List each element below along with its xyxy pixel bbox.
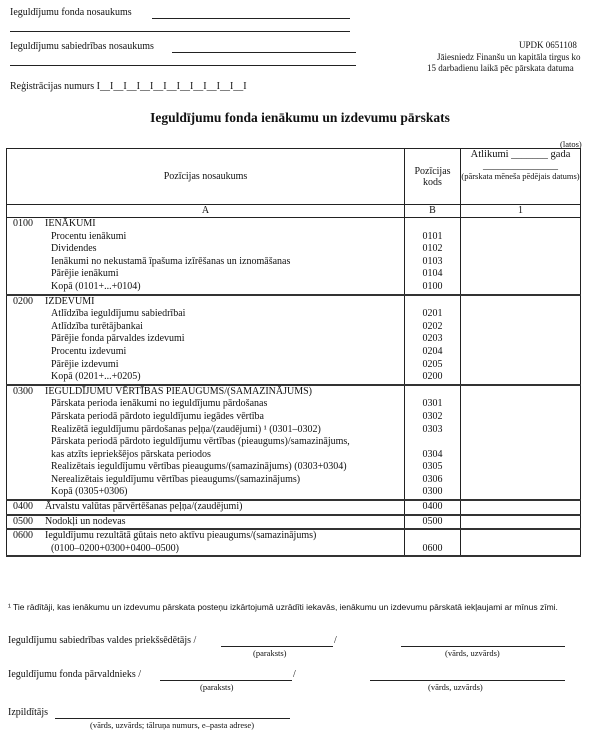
company-name-label: Ieguldījumu sabiedrības nosaukums (10, 41, 154, 52)
row-label-text: Atlīdzība turētājbankai (51, 320, 143, 332)
row-label (7, 398, 404, 411)
row-label-text: Pārējie fonda pārvaldes izdevumi (51, 333, 185, 345)
row-code: 0500 (422, 515, 443, 527)
row-label (7, 281, 404, 294)
executor-caption: (vārds, uzvārds; tālruņa numurs, e–pasta adrese) (90, 720, 255, 730)
section-code: 0500 (13, 515, 33, 527)
row-label-text: IZDEVUMI (45, 295, 95, 307)
row-label (7, 321, 404, 334)
section-labels (7, 295, 405, 385)
row-label-text: Pārskata periodā pārdoto ieguldījumu iegādes vērtība (51, 410, 264, 422)
manager-slash: / (293, 669, 296, 680)
row-value-cell[interactable] (461, 486, 580, 499)
chair-name-field[interactable] (401, 646, 565, 647)
row-code: 0104 (422, 268, 443, 280)
row-code: 0600 (422, 542, 443, 554)
section-code: 0400 (13, 501, 33, 513)
row-code: 0304 (422, 448, 443, 460)
row-label-text: IEGULDĪJUMU VĒRTĪBAS PIEAUGUMS/(SAMAZINĀJUMS) (45, 385, 313, 397)
row-label (7, 516, 404, 529)
manager-signature-caption: (paraksts) (200, 682, 234, 692)
row-value-cell[interactable] (461, 516, 580, 529)
chair-signature-field[interactable] (221, 646, 333, 647)
row-value-cell[interactable] (461, 371, 580, 384)
row-label-text: Kopā (0101+...+0104) (51, 280, 141, 292)
balance-date-caption: (pārskata mēneša pēdējais datums) (461, 171, 580, 181)
page-title: Ieguldījumu fonda ienākumu un izdevumu pārskats (150, 110, 450, 125)
row-code: 0100 (422, 280, 443, 292)
row-label-text: IENĀKUMI (45, 218, 96, 229)
section-values[interactable] (461, 515, 581, 530)
row-label (7, 501, 404, 514)
fund-name-label: Ieguldījumu fonda nosaukums (10, 7, 132, 18)
row-label (7, 231, 404, 244)
row-label (7, 359, 404, 372)
row-label-text: Procentu ienākumi (51, 230, 127, 242)
row-label-text: Pārskata periodā pārdoto ieguldījumu vērtības (pieaugums)/samazinājums, (51, 436, 350, 448)
section-code: 0200 (13, 295, 33, 307)
row-label (7, 296, 404, 309)
section-labels (7, 500, 405, 515)
row-label-text: Pārējie ienākumi (51, 268, 119, 280)
row-label (7, 424, 404, 437)
balance-year-label[interactable]: Atlikumi _______ gada (470, 149, 571, 160)
row-label (7, 530, 404, 543)
row-label (7, 218, 404, 231)
row-label-text: Atlīdzība ieguldījumu sabiedrībai (51, 308, 186, 320)
row-label (7, 243, 404, 256)
section-code: 0600 (13, 530, 33, 542)
manager-label: Ieguldījumu fonda pārvaldnieks / (8, 669, 142, 680)
fund-name-field-line2[interactable] (10, 31, 350, 32)
row-label-text: Dividendes (51, 243, 97, 255)
row-label (7, 346, 404, 359)
section-codes (405, 218, 461, 295)
submit-to: Jāiesniedz Finanšu un kapitāla tirgus ko (437, 52, 581, 62)
row-code: 0200 (422, 371, 443, 383)
section-0300 (7, 385, 581, 500)
row-code: 0301 (422, 398, 443, 410)
row-value-cell[interactable] (461, 333, 580, 346)
row-value-cell[interactable] (461, 398, 580, 411)
form-code: UPDK 0651108 (519, 40, 577, 50)
section-values[interactable] (461, 295, 581, 385)
footnote: ¹ Tie rādītāji, kas ienākumu un izdevumu pārskata posteņu izkārtojumā uzrādīti iekavās, ienākumu un izdevumu pārskatā iekļaujami ar mīnus zīmi. (8, 602, 558, 612)
row-label-text: Pārskata perioda ienākumi no ieguldījumu pārdošanas (51, 398, 268, 410)
row-label (7, 308, 404, 321)
row-value-cell[interactable] (461, 359, 580, 372)
section-code: 0300 (13, 385, 33, 397)
chair-slash: / (334, 635, 337, 646)
row-code: 0103 (422, 255, 443, 267)
row-code: 0205 (422, 358, 443, 370)
col-name-header: Pozīcijas nosaukums (7, 149, 405, 205)
row-label (7, 268, 404, 281)
row-label-text: Ieguldījumu rezultātā gūtais neto aktīvu pieaugums/(samazinājums) (45, 530, 317, 542)
section-codes (405, 515, 461, 530)
section-labels (7, 385, 405, 500)
chair-signature-caption: (paraksts) (253, 648, 287, 658)
row-code: 0306 (422, 473, 443, 485)
row-value-cell[interactable] (461, 474, 580, 487)
executor-field[interactable] (55, 718, 290, 719)
row-label (7, 333, 404, 346)
section-codes (405, 529, 461, 556)
section-0100 (7, 218, 581, 295)
row-code: 0201 (422, 308, 443, 320)
row-value-cell[interactable] (461, 243, 580, 256)
row-label (7, 474, 404, 487)
balance-date-field[interactable]: _______________ (483, 160, 558, 171)
sub-1: 1 (461, 205, 581, 218)
row-label (7, 486, 404, 499)
row-label (7, 256, 404, 269)
row-label-text: (0100–0200+0300+0400–0500) (51, 542, 179, 554)
row-label (7, 371, 404, 384)
section-codes (405, 500, 461, 515)
row-code: 0101 (422, 230, 443, 242)
row-value-cell[interactable] (461, 321, 580, 334)
sub-b: B (405, 205, 461, 218)
company-name-field-line2[interactable] (10, 65, 356, 66)
row-value-cell[interactable] (461, 543, 580, 556)
row-value-cell[interactable] (461, 281, 580, 294)
row-label (7, 449, 404, 462)
reg-number-boxes[interactable]: I__I__I__I__I__I__I__I__I__I__I__I (96, 81, 247, 92)
section-code: 0100 (13, 218, 33, 229)
row-value-cell[interactable] (461, 449, 580, 462)
row-code: 0302 (422, 410, 443, 422)
row-code: 0102 (422, 243, 443, 255)
section-0200 (7, 295, 581, 385)
row-value-cell[interactable] (461, 530, 580, 543)
deadline: 15 darbadienu laikā pēc pārskata datuma (427, 63, 574, 73)
col-balance-header (461, 149, 581, 205)
row-label-text: Ārvalstu valūtas pārvērtēšanas peļņa/(zaudējumi) (45, 501, 243, 513)
row-value-cell[interactable] (461, 411, 580, 424)
row-label (7, 411, 404, 424)
section-0500 (7, 515, 581, 530)
section-values[interactable] (461, 529, 581, 556)
row-value-cell[interactable] (461, 461, 580, 474)
row-value-cell[interactable] (461, 256, 580, 269)
row-value-cell[interactable] (461, 346, 580, 359)
currency-note: (latos) (560, 139, 582, 149)
section-labels (7, 529, 405, 556)
section-values[interactable] (461, 385, 581, 500)
sub-a: A (7, 205, 405, 218)
row-code (405, 386, 460, 399)
section-0600 (7, 529, 581, 556)
row-label (7, 436, 404, 449)
row-code: 0300 (422, 486, 443, 498)
row-value-cell[interactable] (461, 501, 580, 514)
row-value-cell[interactable] (461, 424, 580, 437)
executor-label: Izpildītājs (8, 707, 48, 718)
report-table (6, 148, 581, 557)
manager-name-field[interactable] (370, 680, 565, 681)
row-value-cell[interactable] (461, 386, 580, 399)
row-code (405, 530, 460, 543)
row-value-cell[interactable] (461, 231, 580, 244)
section-codes (405, 295, 461, 385)
row-label (7, 386, 404, 399)
row-label-text: Kopā (0305+0306) (51, 486, 128, 498)
row-code (405, 436, 460, 449)
section-labels (7, 515, 405, 530)
row-value-cell[interactable] (461, 296, 580, 309)
row-label-text: Ienākumi no nekustamā īpašuma izīrēšanas un iznomāšanas (51, 255, 291, 267)
row-value-cell[interactable] (461, 308, 580, 321)
row-label-text: Realizētais ieguldījumu vērtības pieaugums/(samazinājums) (0303+0304) (51, 461, 347, 473)
section-values[interactable] (461, 500, 581, 515)
chair-name-caption: (vārds, uzvārds) (445, 648, 500, 658)
company-name-field[interactable] (172, 52, 356, 53)
row-code: 0202 (422, 320, 443, 332)
row-label (7, 461, 404, 474)
row-value-cell[interactable] (461, 218, 580, 231)
row-code: 0203 (422, 333, 443, 345)
chair-label: Ieguldījumu sabiedrības valdes priekšsēdētājs / (8, 635, 197, 646)
row-value-cell[interactable] (461, 436, 580, 449)
row-value-cell[interactable] (461, 268, 580, 281)
row-label-text: Realizētā ieguldījumu pārdošanas peļņa/(zaudējumi) ¹ (0301–0302) (51, 423, 321, 435)
section-0400 (7, 500, 581, 515)
section-codes (405, 385, 461, 500)
row-label-text: Nodokļi un nodevas (45, 515, 126, 527)
col-code-header: Pozīcijas kods (405, 149, 461, 205)
row-code (405, 218, 460, 231)
row-label-text: Nerealizētais ieguldījumu vērtības pieaugums/(samazinājums) (51, 473, 301, 485)
manager-signature-field[interactable] (160, 680, 292, 681)
row-label-text: kas atzīts iepriekšējos pārskata periodos (51, 448, 211, 460)
reg-number-label: Reģistrācijas numurs I__I__I__I__I__I__I__I__I__I__I__I (10, 81, 247, 92)
manager-name-caption: (vārds, uzvārds) (428, 682, 483, 692)
row-code: 0400 (422, 501, 443, 513)
row-code: 0305 (422, 461, 443, 473)
row-label-text: Procentu izdevumi (51, 345, 127, 357)
row-label-text: Pārējie izdevumi (51, 358, 119, 370)
row-code: 0204 (422, 345, 443, 357)
row-label (7, 543, 404, 556)
section-labels (7, 218, 405, 295)
row-code (405, 296, 460, 309)
section-values[interactable] (461, 218, 581, 295)
row-label-text: Kopā (0201+...+0205) (51, 371, 141, 383)
row-code: 0303 (422, 423, 443, 435)
fund-name-field[interactable] (152, 18, 350, 19)
